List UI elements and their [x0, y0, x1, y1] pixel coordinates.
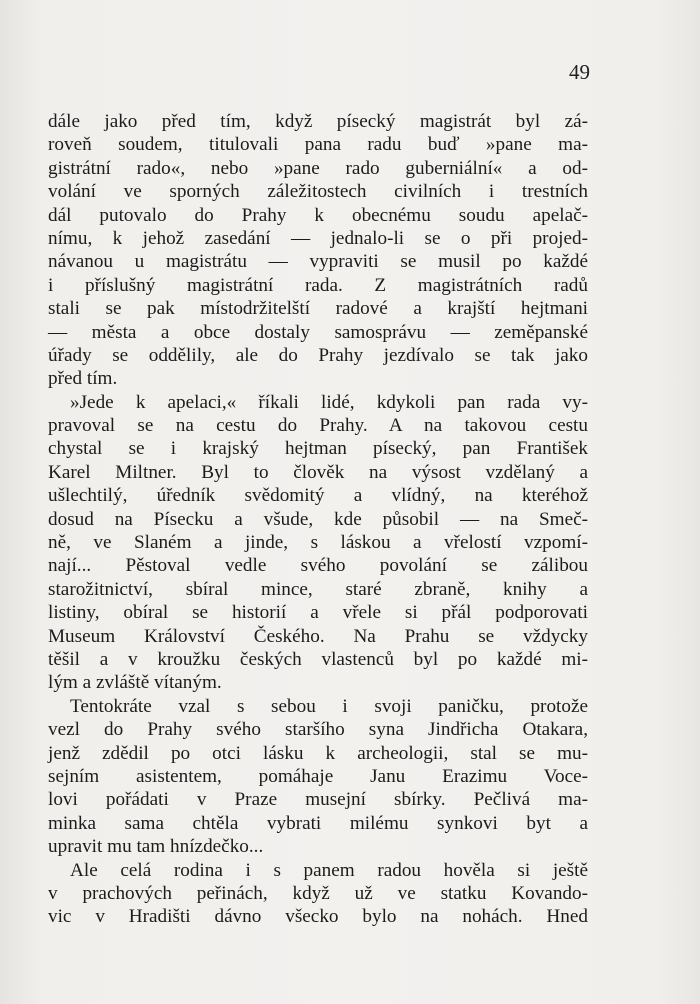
text-line: návanou u magistrátu — vypraviti se musil po každé — [48, 251, 588, 273]
text-line: chystal se i krajský hejtman písecký, pan František — [48, 438, 588, 460]
text-line: Ale celá rodina i s panem radou hověla si ještě — [70, 859, 588, 881]
text-line: roveň soudem, titulovali pana radu buď »pane ma- — [48, 134, 588, 156]
text-line: v prachových peřinách, když už ve statku Kovando- — [48, 882, 588, 904]
text-line: pravoval se na cestu do Prahy. A na takovou cestu — [48, 415, 588, 437]
text-line: dál putovalo do Prahy k obecnému soudu apelač- — [48, 204, 588, 226]
text-line: těšil a v kroužku českých vlastenců byl po každé mi- — [48, 648, 588, 670]
text-line: ušlechtilý, úředník svědomitý a vlídný, na kteréhož — [48, 485, 588, 507]
text-line: lovi pořádati v Praze musejní sbírky. Pečlivá ma- — [48, 789, 588, 811]
text-line: Tentokráte vzal s sebou i svoji paničku, protože — [70, 695, 588, 717]
text-line: volání ve sporných záležitostech civilních i trestních — [48, 181, 588, 203]
text-line: »Jede k apelaci,« říkali lidé, kdykoli pan rada vy- — [70, 391, 588, 413]
text-line: stali se pak místodržitelští radové a krajští hejtmani — [48, 298, 588, 320]
text-line: vic v Hradišti dávno všecko bylo na nohách. Hned — [48, 906, 588, 928]
text-line: nímu, k jehož zasedání — jednalo-li se o při projed- — [48, 227, 588, 249]
text-line: před tím. — [48, 368, 118, 390]
text-line: — města a obce dostaly samosprávu — zeměpanské — [48, 321, 588, 343]
text-line: sejním asistentem, pomáhaje Janu Erazimu Voce- — [48, 765, 588, 787]
text-line: vezl do Prahy svého staršího syna Jindřicha Otakara, — [48, 719, 588, 741]
text-line: nají... Pěstoval vedle svého povolání se zálibou — [48, 555, 588, 577]
text-line: Karel Miltner. Byl to člověk na výsost vzdělaný a — [48, 461, 588, 483]
text-line: ně, ve Slaném a jinde, s láskou a vřelostí vzpomí- — [48, 532, 588, 554]
text-line: úřady se oddělily, ale do Prahy jezdívalo se tak jako — [48, 344, 588, 366]
text-line: dále jako před tím, když písecký magistrát byl zá- — [48, 111, 588, 132]
text-line: starožitnictví, sbíral mince, staré zbraně, knihy a — [48, 578, 588, 600]
body-text — [48, 110, 588, 929]
text-line: Museum Království Českého. Na Prahu se vždycky — [48, 625, 588, 647]
text-line: upravit mu tam hnízdečko... — [48, 836, 264, 858]
text-line: minka sama chtěla vybrati milému synkovi byt a — [48, 812, 588, 834]
text-line: jenž zdědil po otci lásku k archeologii, stal se mu- — [48, 742, 588, 764]
text-line: lým a zvláště vítaným. — [48, 672, 222, 694]
text-line: gistrátní rado«, nebo »pane rado guberniální« a od- — [48, 157, 588, 179]
text-line: listiny, obíral se historií a vřele si přál podporovati — [48, 602, 588, 624]
text-line: i příslušný magistrátní rada. Z magistrátních radů — [48, 274, 588, 296]
page-number: 49 — [569, 60, 590, 84]
text-line: dosud na Písecku a všude, kde působil — na Smeč- — [48, 508, 588, 530]
